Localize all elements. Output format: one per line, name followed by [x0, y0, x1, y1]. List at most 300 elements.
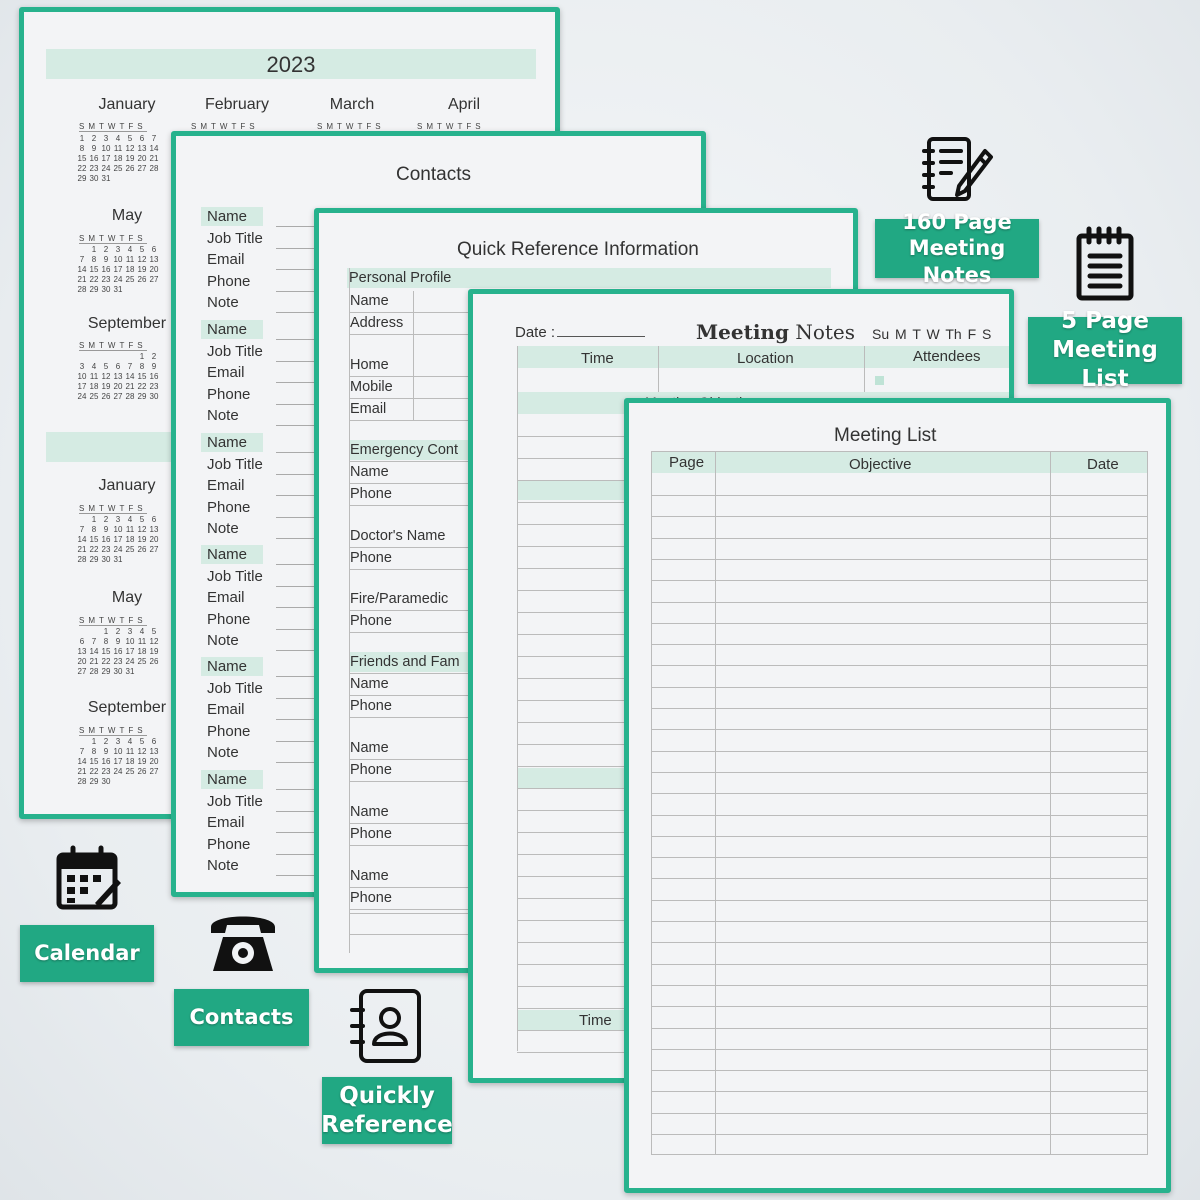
- calendar-day: 21: [149, 154, 159, 163]
- contact-field-line: [276, 607, 316, 608]
- contact-field-label: Name: [207, 434, 248, 451]
- calendar-day: 8: [103, 637, 109, 646]
- contact-field-label: Job Title: [207, 679, 263, 697]
- contact-field-line: [276, 474, 316, 475]
- list-row-line: [651, 665, 1148, 666]
- calendar-day: 9: [115, 637, 121, 646]
- calendar-day: 4: [139, 627, 145, 636]
- month-name: February: [204, 96, 270, 113]
- calendar-day: 22: [101, 657, 111, 666]
- contact-field-line: [276, 676, 316, 677]
- calendar-day: 14: [149, 144, 159, 153]
- calendar-day: 13: [113, 372, 123, 381]
- calendar-day: 11: [125, 525, 135, 534]
- month-days-grid: [76, 352, 160, 401]
- calendar-day: 27: [149, 767, 159, 776]
- calendar-day: 16: [101, 535, 111, 544]
- meeting-list-title: Meeting List: [834, 425, 937, 446]
- badge-line: Meeting List: [1052, 337, 1158, 392]
- contacts-title: Contacts: [396, 164, 471, 185]
- contact-field-label: Note: [207, 632, 239, 649]
- calendar-day: 12: [125, 144, 135, 153]
- list-row-line: [651, 1070, 1148, 1071]
- quick-ref-label: Phone: [350, 826, 392, 842]
- contact-field-line: [276, 538, 316, 539]
- calendar-day: 17: [113, 757, 123, 766]
- contact-field-label: Name: [207, 321, 248, 338]
- list-row-line: [651, 623, 1148, 624]
- calendar-day: 17: [113, 265, 123, 274]
- calendar-day: 3: [103, 134, 109, 143]
- calendar-day: 1: [79, 134, 85, 143]
- calendar-day: 28: [77, 777, 87, 786]
- quick-ref-label: Doctor's Name: [350, 528, 446, 544]
- contact-field-line: [276, 452, 316, 453]
- contact-field-label: Note: [207, 520, 239, 537]
- list-row-line: [651, 1134, 1148, 1135]
- contact-field-line: [276, 517, 316, 518]
- list-row-line: [651, 964, 1148, 965]
- calendar-day: 17: [77, 382, 87, 391]
- calendar-day: [100, 352, 112, 361]
- calendar-day: 15: [77, 154, 87, 163]
- calendar-day: 26: [101, 392, 111, 401]
- calendar-day: 8: [91, 747, 97, 756]
- calendar-day: 23: [113, 657, 123, 666]
- calendar-day: 2: [103, 737, 109, 746]
- personal-profile-label: Personal Profile: [349, 270, 452, 286]
- calendar-day: 18: [125, 757, 135, 766]
- calendar-day: 20: [113, 382, 123, 391]
- calendar-day: 31: [101, 174, 111, 183]
- calendar-day: 20: [149, 265, 159, 274]
- list-row-line: [651, 836, 1148, 837]
- calendar-day: 10: [101, 144, 111, 153]
- calendar-day: 9: [103, 747, 109, 756]
- calendar-day: 30: [89, 174, 99, 183]
- notes-line: [517, 1052, 637, 1053]
- calendar-day: [112, 352, 124, 361]
- calendar-day: 28: [77, 285, 87, 294]
- list-row-line: [651, 857, 1148, 858]
- weekday-header: SMTWTFS: [417, 122, 485, 131]
- contact-card-icon: [349, 988, 425, 1069]
- list-row-line: [651, 1006, 1148, 1007]
- weekday-header: SMTWTFS: [317, 122, 385, 131]
- calendar-day: 12: [149, 637, 159, 646]
- calendar-day: 3: [79, 362, 85, 371]
- quick-ref-label: Phone: [350, 890, 392, 906]
- col-page-header: Page: [669, 454, 705, 471]
- calendar-day: 13: [149, 255, 159, 264]
- calendar-day: 13: [77, 647, 87, 656]
- calendar-day: 19: [101, 382, 111, 391]
- calendar-day: 7: [151, 134, 157, 143]
- calendar-day: 18: [125, 265, 135, 274]
- calendar-day: 13: [149, 747, 159, 756]
- list-row-line: [651, 495, 1148, 496]
- calendar-day: 19: [137, 265, 147, 274]
- contact-field-line: [276, 629, 316, 630]
- calendar-day: 25: [125, 767, 135, 776]
- calendar-day: 29: [89, 555, 99, 564]
- month-days-grid: [76, 627, 160, 676]
- calendar-day: 18: [125, 535, 135, 544]
- list-row-line: [651, 815, 1148, 816]
- quick-ref-label: Friends and Fam: [350, 654, 460, 670]
- meeting-list-sheet: [624, 398, 1171, 1193]
- calendar-day: 2: [91, 134, 97, 143]
- quick-ref-label: Phone: [350, 550, 392, 566]
- calendar-day: 4: [127, 515, 133, 524]
- quick-ref-label: Address: [350, 315, 404, 331]
- calendar-day: 5: [139, 245, 145, 254]
- calendar-day: 9: [91, 144, 97, 153]
- calendar-day: 21: [77, 275, 87, 284]
- calendar-day: 15: [89, 535, 99, 544]
- calendar-day: 2: [103, 515, 109, 524]
- list-row-line: [651, 900, 1148, 901]
- list-row-line: [651, 538, 1148, 539]
- calendar-day: 17: [113, 535, 123, 544]
- calendar-day: 10: [113, 525, 123, 534]
- calendar-day: 17: [125, 647, 135, 656]
- calendar-day: 3: [127, 627, 133, 636]
- quick-ref-label: Email: [350, 401, 387, 417]
- calendar-day: 27: [77, 667, 87, 676]
- calendar-day: 5: [151, 627, 157, 636]
- list-row-line: [651, 751, 1148, 752]
- weekday-header: SMTWTFS: [79, 234, 147, 243]
- calendar-day: 3: [115, 515, 121, 524]
- calendar-day: 1: [91, 245, 97, 254]
- calendar-day: 7: [79, 525, 85, 534]
- weekday-header: SMTWTFS: [79, 504, 147, 513]
- contact-field-label: Phone: [207, 835, 251, 853]
- calendar-day: 15: [89, 265, 99, 274]
- quick-ref-label: Name: [350, 464, 389, 480]
- contact-field-label: Phone: [207, 722, 251, 740]
- col-objective-header: Objective: [849, 456, 912, 473]
- calendar-day: 16: [101, 265, 111, 274]
- calendar-day: 22: [89, 275, 99, 284]
- calendar-day: 6: [115, 362, 121, 371]
- calendar-day: 23: [149, 382, 159, 391]
- month-name: September: [87, 699, 167, 716]
- badge-quick-reference: [322, 1077, 452, 1144]
- calendar-day: 10: [125, 637, 135, 646]
- col-date-header: Date: [1087, 456, 1119, 473]
- contact-field-label: Note: [207, 857, 239, 874]
- contact-field-line: [276, 789, 316, 790]
- calendar-day: 22: [89, 767, 99, 776]
- contact-field-label: Name: [207, 546, 248, 563]
- contact-field-label: Phone: [207, 498, 251, 516]
- time-footer-label: Time: [579, 1012, 612, 1029]
- contact-field-label: Phone: [207, 272, 251, 290]
- quick-ref-label: Phone: [350, 698, 392, 714]
- contact-field-line: [276, 832, 316, 833]
- contact-field-label: Name: [207, 771, 248, 788]
- calendar-day: 22: [77, 164, 87, 173]
- calendar-day: 15: [101, 647, 111, 656]
- month-name: April: [447, 96, 480, 113]
- badge-meeting-list: [1028, 308, 1182, 392]
- quick-ref-label: Phone: [350, 762, 392, 778]
- contact-field-line: [276, 741, 316, 742]
- calendar-day: 20: [137, 154, 147, 163]
- calendar-day: 19: [149, 647, 159, 656]
- calendar-day: 24: [101, 164, 111, 173]
- calendar-day: 7: [91, 637, 97, 646]
- list-row-line: [651, 729, 1148, 730]
- calendar-day: 24: [113, 275, 123, 284]
- quick-ref-label: Phone: [350, 486, 392, 502]
- calendar-day: 21: [77, 545, 87, 554]
- calendar-day: 31: [113, 555, 123, 564]
- month-days-grid: [76, 245, 160, 294]
- quick-ref-label: Name: [350, 676, 389, 692]
- calendar-day: 7: [127, 362, 133, 371]
- quick-ref-label: Fire/Paramedic: [350, 591, 449, 607]
- badge-meeting-notes: [875, 210, 1039, 287]
- calendar-day: 4: [91, 362, 97, 371]
- contact-field-line: [276, 425, 316, 426]
- calendar-day: 6: [79, 637, 85, 646]
- col-divider: [864, 346, 865, 392]
- calendar-day: 14: [89, 647, 99, 656]
- calendar-day: 5: [127, 134, 133, 143]
- list-row-line: [651, 516, 1148, 517]
- calendar-day: 29: [89, 285, 99, 294]
- list-row-line: [651, 580, 1148, 581]
- contact-field-line: [276, 650, 316, 651]
- calendar-day: 30: [113, 667, 123, 676]
- contact-field-label: Name: [207, 658, 248, 675]
- calendar-day: 6: [139, 134, 145, 143]
- weekday-header: SMTWTFS: [79, 122, 147, 131]
- telephone-icon: [207, 905, 279, 980]
- notepad-pencil-icon: [921, 135, 995, 210]
- calendar-day: 14: [77, 535, 87, 544]
- calendar-day: [76, 352, 88, 361]
- contact-field-line: [276, 586, 316, 587]
- contact-field-label: Name: [207, 208, 248, 225]
- calendar-day: 29: [77, 174, 87, 183]
- calendar-day: 2: [103, 245, 109, 254]
- contact-field-line: [276, 854, 316, 855]
- calendar-day: 1: [139, 352, 145, 361]
- calendar-day: [88, 627, 100, 636]
- month-name: January: [98, 96, 156, 113]
- calendar-day: 3: [115, 737, 121, 746]
- month-days-grid: [76, 134, 160, 183]
- contact-field-line: [276, 382, 316, 383]
- calendar-day: 22: [137, 382, 147, 391]
- contact-field-line: [276, 875, 316, 876]
- calendar-day: 1: [91, 737, 97, 746]
- calendar-day: 28: [77, 555, 87, 564]
- calendar-day: 8: [139, 362, 145, 371]
- calendar-day: 15: [137, 372, 147, 381]
- list-row-line: [651, 602, 1148, 603]
- calendar-day: 21: [77, 767, 87, 776]
- contact-field-line: [276, 811, 316, 812]
- calendar-day: 9: [103, 255, 109, 264]
- calendar-day: 29: [101, 667, 111, 676]
- calendar-day: 15: [89, 757, 99, 766]
- contact-field-line: [276, 698, 316, 699]
- list-row-line: [651, 921, 1148, 922]
- contact-field-label: Email: [207, 364, 245, 381]
- spiral-notepad-icon: [1075, 226, 1137, 307]
- calendar-day: 27: [149, 275, 159, 284]
- contact-field-line: [276, 226, 316, 227]
- calendar-day: 16: [89, 154, 99, 163]
- calendar-day: 24: [113, 767, 123, 776]
- month-name: January: [98, 477, 156, 494]
- quick-ref-label: Name: [350, 740, 389, 756]
- calendar-day: 23: [101, 767, 111, 776]
- calendar-day: 5: [103, 362, 109, 371]
- calendar-day: 27: [113, 392, 123, 401]
- calendar-day: 11: [89, 372, 99, 381]
- calendar-day: 28: [125, 392, 135, 401]
- month-days-grid: [76, 737, 160, 786]
- calendar-day: 4: [127, 245, 133, 254]
- calendar-day: 30: [101, 555, 111, 564]
- list-row-line: [651, 878, 1148, 879]
- calendar-day: 2: [115, 627, 121, 636]
- contact-field-label: Email: [207, 251, 245, 268]
- calendar-day: 12: [137, 747, 147, 756]
- calendar-day: 18: [137, 647, 147, 656]
- list-row-line: [651, 559, 1148, 560]
- month-name: May: [111, 589, 143, 606]
- calendar-day: 26: [137, 545, 147, 554]
- calendar-day: 29: [137, 392, 147, 401]
- contact-field-line: [276, 361, 316, 362]
- list-row-line: [651, 1091, 1148, 1092]
- calendar-day: 6: [151, 515, 157, 524]
- contact-field-label: Note: [207, 294, 239, 311]
- calendar-day: 4: [115, 134, 121, 143]
- calendar-day: 26: [149, 657, 159, 666]
- calendar-day: 6: [151, 245, 157, 254]
- meeting-notes-title: Meeting Notes: [696, 320, 855, 344]
- contact-field-label: Job Title: [207, 792, 263, 810]
- calendar-day: 24: [125, 657, 135, 666]
- quick-ref-label: Home: [350, 357, 389, 373]
- badge-contacts: Contacts: [174, 989, 309, 1046]
- calendar-day: 16: [113, 647, 123, 656]
- calendar-day: [76, 627, 88, 636]
- badge-line: 160 Page: [902, 210, 1012, 235]
- contact-field-label: Email: [207, 589, 245, 606]
- list-row-line: [651, 687, 1148, 688]
- list-row-line: [651, 1113, 1148, 1114]
- contact-field-label: Job Title: [207, 229, 263, 247]
- calendar-day: 7: [79, 747, 85, 756]
- weekday-header: SMTWTFS: [79, 726, 147, 735]
- calendar-day: 20: [149, 535, 159, 544]
- quick-ref-label: Name: [350, 868, 389, 884]
- list-row-line: [651, 644, 1148, 645]
- col-attendees-header: Attendees: [913, 348, 981, 365]
- calendar-day: 31: [113, 285, 123, 294]
- calendar-day: [124, 352, 136, 361]
- month-name: March: [329, 96, 375, 113]
- calendar-day: [76, 515, 88, 524]
- calendar-day: 5: [139, 515, 145, 524]
- contact-field-label: Job Title: [207, 342, 263, 360]
- contact-field-label: Note: [207, 407, 239, 424]
- calendar-day: 8: [79, 144, 85, 153]
- calendar-day: 13: [149, 525, 159, 534]
- calendar-day: 20: [149, 757, 159, 766]
- calendar-day: 6: [151, 737, 157, 746]
- quick-ref-label: Name: [350, 804, 389, 820]
- list-row-line: [651, 985, 1148, 986]
- calendar-day: 27: [149, 545, 159, 554]
- calendar-day: 16: [149, 372, 159, 381]
- calendar-day: 28: [149, 164, 159, 173]
- year-title: 2023: [266, 52, 316, 77]
- calendar-day: 4: [127, 737, 133, 746]
- weekday-picker: Su M T W Th F S: [872, 326, 992, 342]
- contact-field-line: [276, 339, 316, 340]
- contact-field-line: [276, 248, 316, 249]
- calendar-day: 1: [103, 627, 109, 636]
- calendar-day: 20: [77, 657, 87, 666]
- calendar-day: 8: [91, 255, 97, 264]
- month-name: May: [111, 207, 143, 224]
- calendar-day: [76, 245, 88, 254]
- calendar-day: 12: [137, 525, 147, 534]
- calendar-day: 11: [125, 255, 135, 264]
- calendar-day: 17: [101, 154, 111, 163]
- contact-field-label: Email: [207, 701, 245, 718]
- calendar-day: 26: [137, 767, 147, 776]
- date-label: Date :: [515, 324, 645, 341]
- contact-field-line: [276, 404, 316, 405]
- calendar-day: 25: [125, 545, 135, 554]
- contact-field-label: Phone: [207, 610, 251, 628]
- list-row-line: [651, 793, 1148, 794]
- calendar-day: 29: [89, 777, 99, 786]
- calendar-day: 5: [139, 737, 145, 746]
- quick-ref-label: Mobile: [350, 379, 393, 395]
- calendar-day: 18: [113, 154, 123, 163]
- calendar-day: 16: [101, 757, 111, 766]
- calendar-day: 19: [137, 535, 147, 544]
- calendar-day: 10: [113, 255, 123, 264]
- calendar-day: 23: [89, 164, 99, 173]
- calendar-day: 25: [113, 164, 123, 173]
- calendar-day: 12: [101, 372, 111, 381]
- contact-field-label: Note: [207, 744, 239, 761]
- calendar-icon: [55, 845, 121, 916]
- calendar-day: 2: [151, 352, 157, 361]
- calendar-day: 22: [89, 545, 99, 554]
- calendar-day: 10: [113, 747, 123, 756]
- calendar-day: 26: [125, 164, 135, 173]
- badge-line: Meeting Notes: [908, 236, 1006, 287]
- attendee-checkbox: [875, 376, 884, 385]
- list-row-line: [651, 1028, 1148, 1029]
- calendar-day: 9: [151, 362, 157, 371]
- contact-field-label: Job Title: [207, 455, 263, 473]
